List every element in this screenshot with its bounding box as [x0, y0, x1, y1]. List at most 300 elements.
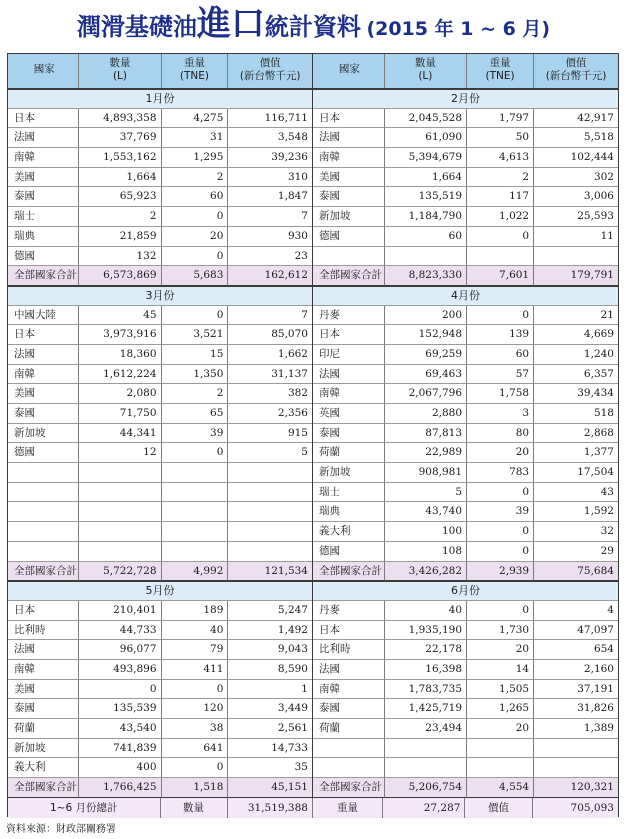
- row-right: [313, 404, 618, 424]
- weight-cell: [162, 483, 229, 503]
- total-value: 45,151: [228, 778, 312, 798]
- row-left: [8, 522, 313, 542]
- weight-cell: 1,758: [467, 384, 534, 404]
- table-row: [8, 463, 618, 483]
- country-cell: 日本: [8, 325, 79, 345]
- header-right: [313, 54, 618, 88]
- country-cell: 德國: [8, 247, 79, 267]
- total-left: [8, 266, 313, 286]
- value-cell: [228, 483, 312, 503]
- total-weight: 4,554: [467, 778, 534, 798]
- weight-cell: 0: [162, 247, 229, 267]
- value-cell: 7: [228, 306, 312, 326]
- row-left: [8, 345, 313, 365]
- country-cell: 新加坡: [8, 424, 79, 444]
- header-country: 國家: [8, 54, 79, 88]
- table-row: [8, 542, 618, 562]
- qty-cell: 493,896: [79, 660, 161, 680]
- country-cell: 南韓: [8, 660, 79, 680]
- weight-cell: 1,265: [467, 699, 534, 719]
- row-right: [313, 365, 618, 385]
- value-cell: [534, 247, 618, 267]
- qty-cell: 18,360: [79, 345, 161, 365]
- header-qty-unit: (L): [112, 70, 127, 82]
- value-cell: 2,868: [534, 424, 618, 444]
- country-cell: 法國: [8, 345, 79, 365]
- import-statistics-table: [7, 53, 619, 817]
- country-cell: 美國: [8, 168, 79, 188]
- qty-cell: 2,080: [79, 384, 161, 404]
- weight-cell: [467, 247, 534, 267]
- value-cell: 1: [228, 680, 312, 700]
- value-cell: 4,669: [534, 325, 618, 345]
- value-cell: 1,492: [228, 621, 312, 641]
- table-row: [8, 699, 618, 719]
- country-cell: 日本: [8, 601, 79, 621]
- qty-cell: 741,839: [79, 739, 161, 759]
- total-label: 全部國家合計: [8, 562, 79, 582]
- total-qty: 5,722,728: [79, 562, 161, 582]
- value-cell: 29: [534, 542, 618, 562]
- weight-cell: 3,521: [162, 325, 229, 345]
- country-cell: 比利時: [313, 640, 385, 660]
- country-cell: 瑞典: [8, 227, 79, 247]
- total-left: [8, 778, 313, 798]
- header-weight-label: 重量: [489, 57, 511, 69]
- row-right: [313, 758, 618, 778]
- country-cell: [8, 502, 79, 522]
- table-row: [8, 719, 618, 739]
- country-cell: 英國: [313, 404, 385, 424]
- table-row: [8, 443, 618, 463]
- header-qty-label: 數量: [109, 57, 131, 69]
- row-right: [313, 424, 618, 444]
- total-value: 179,791: [534, 266, 618, 286]
- summary-qty-label: 數量: [161, 798, 228, 818]
- value-cell: 85,070: [228, 325, 312, 345]
- row-right: [313, 306, 618, 326]
- table-row: [8, 148, 618, 168]
- row-right: [313, 542, 618, 562]
- row-right: [313, 680, 618, 700]
- row-left: [8, 601, 313, 621]
- country-cell: 南韓: [313, 148, 385, 168]
- weight-cell: 0: [162, 758, 229, 778]
- total-qty: 8,823,330: [385, 266, 467, 286]
- value-cell: 1,389: [534, 719, 618, 739]
- value-cell: 930: [228, 227, 312, 247]
- header-value-unit: (新台幣千元): [239, 70, 301, 82]
- value-cell: 302: [534, 168, 618, 188]
- country-cell: 日本: [313, 325, 385, 345]
- country-cell: [313, 758, 385, 778]
- value-cell: 37,191: [534, 680, 618, 700]
- value-cell: 3,449: [228, 699, 312, 719]
- qty-cell: 135,519: [385, 187, 467, 207]
- total-qty: 3,426,282: [385, 562, 467, 582]
- header-value: [228, 54, 312, 88]
- header-weight: [467, 54, 534, 88]
- table-row: [8, 502, 618, 522]
- value-cell: 1,847: [228, 187, 312, 207]
- total-label: 全部國家合計: [8, 266, 79, 286]
- month-band-left: [8, 581, 313, 601]
- row-right: [313, 207, 618, 227]
- qty-cell: 23,494: [385, 719, 467, 739]
- value-cell: [534, 758, 618, 778]
- row-right: [313, 739, 618, 759]
- country-cell: 南韓: [313, 384, 385, 404]
- value-cell: 518: [534, 404, 618, 424]
- row-left: [8, 365, 313, 385]
- row-left: [8, 227, 313, 247]
- row-right: [313, 384, 618, 404]
- total-qty: 6,573,869: [79, 266, 161, 286]
- qty-cell: 1,184,790: [385, 207, 467, 227]
- table-row: [8, 306, 618, 326]
- value-cell: 102,444: [534, 148, 618, 168]
- value-cell: 310: [228, 168, 312, 188]
- weight-cell: [467, 758, 534, 778]
- qty-cell: 210,401: [79, 601, 161, 621]
- value-cell: 2,160: [534, 660, 618, 680]
- value-cell: 4: [534, 601, 618, 621]
- total-row: [8, 562, 618, 582]
- summary-value-label: 價值: [465, 798, 532, 818]
- value-cell: 8,590: [228, 660, 312, 680]
- qty-cell: 1,553,162: [79, 148, 161, 168]
- table-row: [8, 227, 618, 247]
- country-cell: 中國大陸: [8, 306, 79, 326]
- header-weight-unit: (TNE): [179, 70, 209, 82]
- country-cell: 荷蘭: [313, 443, 385, 463]
- row-left: [8, 187, 313, 207]
- summary-label: 1~6 月份總計: [8, 798, 161, 818]
- title-date-range: (2015 年 1 ~ 6 月): [366, 18, 551, 40]
- weight-cell: 783: [467, 463, 534, 483]
- weight-cell: 80: [467, 424, 534, 444]
- value-cell: 32: [534, 522, 618, 542]
- country-cell: 瑞士: [8, 207, 79, 227]
- row-right: [313, 443, 618, 463]
- qty-cell: [385, 758, 467, 778]
- country-cell: [8, 522, 79, 542]
- month-label: 1月份: [8, 90, 312, 109]
- qty-cell: 1,664: [385, 168, 467, 188]
- weight-cell: 20: [467, 443, 534, 463]
- row-right: [313, 168, 618, 188]
- row-right: [313, 187, 618, 207]
- country-cell: 新加坡: [313, 207, 385, 227]
- weight-cell: 0: [467, 542, 534, 562]
- header-left: [8, 54, 313, 88]
- qty-cell: 152,948: [385, 325, 467, 345]
- value-cell: 17,504: [534, 463, 618, 483]
- weight-cell: 2: [162, 168, 229, 188]
- weight-cell: [162, 463, 229, 483]
- weight-cell: 117: [467, 187, 534, 207]
- month-band-right: [313, 286, 618, 306]
- month-band-right: [313, 89, 618, 109]
- row-right: [313, 660, 618, 680]
- weight-cell: 411: [162, 660, 229, 680]
- title-part-3: 統計資料: [264, 12, 361, 41]
- qty-cell: 71,750: [79, 404, 161, 424]
- country-cell: [8, 542, 79, 562]
- qty-cell: [79, 463, 161, 483]
- weight-cell: 50: [467, 128, 534, 148]
- weight-cell: 4,275: [162, 109, 229, 129]
- value-cell: 23: [228, 247, 312, 267]
- row-left: [8, 621, 313, 641]
- row-left: [8, 542, 313, 562]
- weight-cell: 15: [162, 345, 229, 365]
- header-value-unit: (新台幣千元): [545, 70, 607, 82]
- country-cell: 瑞典: [313, 502, 385, 522]
- weight-cell: 0: [162, 306, 229, 326]
- value-cell: 1,377: [534, 443, 618, 463]
- value-cell: 3,006: [534, 187, 618, 207]
- total-weight: 5,683: [162, 266, 229, 286]
- qty-cell: 21,859: [79, 227, 161, 247]
- header-weight-unit: (TNE): [485, 70, 515, 82]
- qty-cell: 22,989: [385, 443, 467, 463]
- country-cell: 南韓: [313, 680, 385, 700]
- value-cell: 1,662: [228, 345, 312, 365]
- value-cell: [228, 522, 312, 542]
- country-cell: 南韓: [8, 148, 79, 168]
- qty-cell: 16,398: [385, 660, 467, 680]
- country-cell: 德國: [313, 542, 385, 562]
- weight-cell: 40: [162, 621, 229, 641]
- row-left: [8, 483, 313, 503]
- total-right: [313, 778, 618, 798]
- table-row: [8, 739, 618, 759]
- row-left: [8, 325, 313, 345]
- qty-cell: 5,394,679: [385, 148, 467, 168]
- total-weight: 4,992: [162, 562, 229, 582]
- table-row: [8, 168, 618, 188]
- table-row: [8, 187, 618, 207]
- row-right: [313, 719, 618, 739]
- qty-cell: [79, 542, 161, 562]
- value-cell: 14,733: [228, 739, 312, 759]
- table-row: [8, 483, 618, 503]
- country-cell: 新加坡: [8, 739, 79, 759]
- qty-cell: 132: [79, 247, 161, 267]
- total-weight: 2,939: [467, 562, 534, 582]
- value-cell: 35: [228, 758, 312, 778]
- header-value-label: 價值: [259, 57, 281, 69]
- qty-cell: 45: [79, 306, 161, 326]
- row-right: [313, 640, 618, 660]
- qty-cell: 1,664: [79, 168, 161, 188]
- weight-cell: 20: [467, 640, 534, 660]
- month-band-left: [8, 286, 313, 306]
- qty-cell: 908,981: [385, 463, 467, 483]
- row-left: [8, 424, 313, 444]
- qty-cell: 1,612,224: [79, 365, 161, 385]
- row-right: [313, 148, 618, 168]
- table-row: [8, 601, 618, 621]
- total-right: [313, 562, 618, 582]
- qty-cell: 65,923: [79, 187, 161, 207]
- header-value: [534, 54, 618, 88]
- table-row: [8, 128, 618, 148]
- value-cell: 39,434: [534, 384, 618, 404]
- total-label: 全部國家合計: [313, 778, 385, 798]
- weight-cell: 79: [162, 640, 229, 660]
- value-cell: 3,548: [228, 128, 312, 148]
- month-label: 5月份: [8, 582, 312, 601]
- weight-cell: 0: [162, 207, 229, 227]
- row-right: [313, 227, 618, 247]
- header-qty-label: 數量: [414, 57, 436, 69]
- country-cell: 美國: [8, 680, 79, 700]
- weight-cell: 3: [467, 404, 534, 424]
- qty-cell: 61,090: [385, 128, 467, 148]
- qty-cell: 400: [79, 758, 161, 778]
- country-cell: 日本: [313, 621, 385, 641]
- header-country: 國家: [313, 54, 385, 88]
- qty-cell: 135,539: [79, 699, 161, 719]
- value-cell: 39,236: [228, 148, 312, 168]
- row-left: [8, 306, 313, 326]
- month-band-left: [8, 89, 313, 109]
- total-value: 121,534: [228, 562, 312, 582]
- row-right: [313, 699, 618, 719]
- row-right: [313, 463, 618, 483]
- total-qty: 5,206,754: [385, 778, 467, 798]
- value-cell: 42,917: [534, 109, 618, 129]
- country-cell: 泰國: [8, 699, 79, 719]
- row-left: [8, 404, 313, 424]
- weight-cell: 31: [162, 128, 229, 148]
- country-cell: 美國: [313, 168, 385, 188]
- value-cell: 7: [228, 207, 312, 227]
- qty-cell: 87,813: [385, 424, 467, 444]
- row-right: [313, 522, 618, 542]
- value-cell: 43: [534, 483, 618, 503]
- qty-cell: 44,341: [79, 424, 161, 444]
- country-cell: 新加坡: [313, 463, 385, 483]
- country-cell: 日本: [8, 109, 79, 129]
- table-row: [8, 680, 618, 700]
- row-left: [8, 128, 313, 148]
- country-cell: 南韓: [8, 365, 79, 385]
- table-body: [8, 89, 618, 798]
- header-qty: [385, 54, 467, 88]
- table-row: [8, 384, 618, 404]
- row-right: [313, 345, 618, 365]
- qty-cell: 108: [385, 542, 467, 562]
- row-left: [8, 109, 313, 129]
- table-row: [8, 325, 618, 345]
- weight-cell: 60: [467, 345, 534, 365]
- header-qty-unit: (L): [418, 70, 433, 82]
- header-qty: [79, 54, 161, 88]
- qty-cell: 96,077: [79, 640, 161, 660]
- weight-cell: 139: [467, 325, 534, 345]
- header-weight-label: 重量: [183, 57, 205, 69]
- qty-cell: 100: [385, 522, 467, 542]
- weight-cell: 0: [467, 522, 534, 542]
- month-band-row: [8, 286, 618, 306]
- month-label: 3月份: [8, 287, 312, 306]
- qty-cell: 22,178: [385, 640, 467, 660]
- weight-cell: 20: [467, 719, 534, 739]
- value-cell: 1,240: [534, 345, 618, 365]
- qty-cell: 1,783,735: [385, 680, 467, 700]
- month-band-row: [8, 89, 618, 109]
- qty-cell: 37,769: [79, 128, 161, 148]
- country-cell: 法國: [8, 640, 79, 660]
- value-cell: 47,097: [534, 621, 618, 641]
- summary-weight: 27,287: [383, 798, 465, 818]
- country-cell: 印尼: [313, 345, 385, 365]
- qty-cell: 2,880: [385, 404, 467, 424]
- weight-cell: 0: [467, 483, 534, 503]
- row-left: [8, 463, 313, 483]
- country-cell: 法國: [313, 365, 385, 385]
- qty-cell: [79, 522, 161, 542]
- value-cell: 31,826: [534, 699, 618, 719]
- row-right: [313, 109, 618, 129]
- weight-cell: [162, 502, 229, 522]
- row-left: [8, 443, 313, 463]
- table-row: [8, 247, 618, 267]
- qty-cell: [79, 502, 161, 522]
- qty-cell: 60: [385, 227, 467, 247]
- value-cell: [228, 502, 312, 522]
- row-right: [313, 247, 618, 267]
- row-left: [8, 384, 313, 404]
- country-cell: 法國: [8, 128, 79, 148]
- weight-cell: 0: [467, 306, 534, 326]
- row-left: [8, 739, 313, 759]
- weight-cell: [467, 739, 534, 759]
- value-cell: 2,561: [228, 719, 312, 739]
- total-value: 120,321: [534, 778, 618, 798]
- weight-cell: 1,022: [467, 207, 534, 227]
- weight-cell: 1,797: [467, 109, 534, 129]
- qty-cell: 69,463: [385, 365, 467, 385]
- country-cell: 泰國: [313, 187, 385, 207]
- weight-cell: 1,730: [467, 621, 534, 641]
- value-cell: 915: [228, 424, 312, 444]
- weight-cell: 120: [162, 699, 229, 719]
- row-left: [8, 502, 313, 522]
- country-cell: 丹麥: [313, 601, 385, 621]
- qty-cell: 43,740: [385, 502, 467, 522]
- country-cell: 義大利: [313, 522, 385, 542]
- country-cell: [8, 483, 79, 503]
- weight-cell: 0: [467, 227, 534, 247]
- weight-cell: 38: [162, 719, 229, 739]
- value-cell: 5,247: [228, 601, 312, 621]
- weight-cell: 20: [162, 227, 229, 247]
- qty-cell: 1,425,719: [385, 699, 467, 719]
- month-label: 6月份: [313, 582, 618, 601]
- page-title: [0, 0, 627, 48]
- qty-cell: [385, 739, 467, 759]
- table-row: [8, 365, 618, 385]
- weight-cell: 1,295: [162, 148, 229, 168]
- qty-cell: 44,733: [79, 621, 161, 641]
- row-right: [313, 128, 618, 148]
- weight-cell: 65: [162, 404, 229, 424]
- weight-cell: 1,505: [467, 680, 534, 700]
